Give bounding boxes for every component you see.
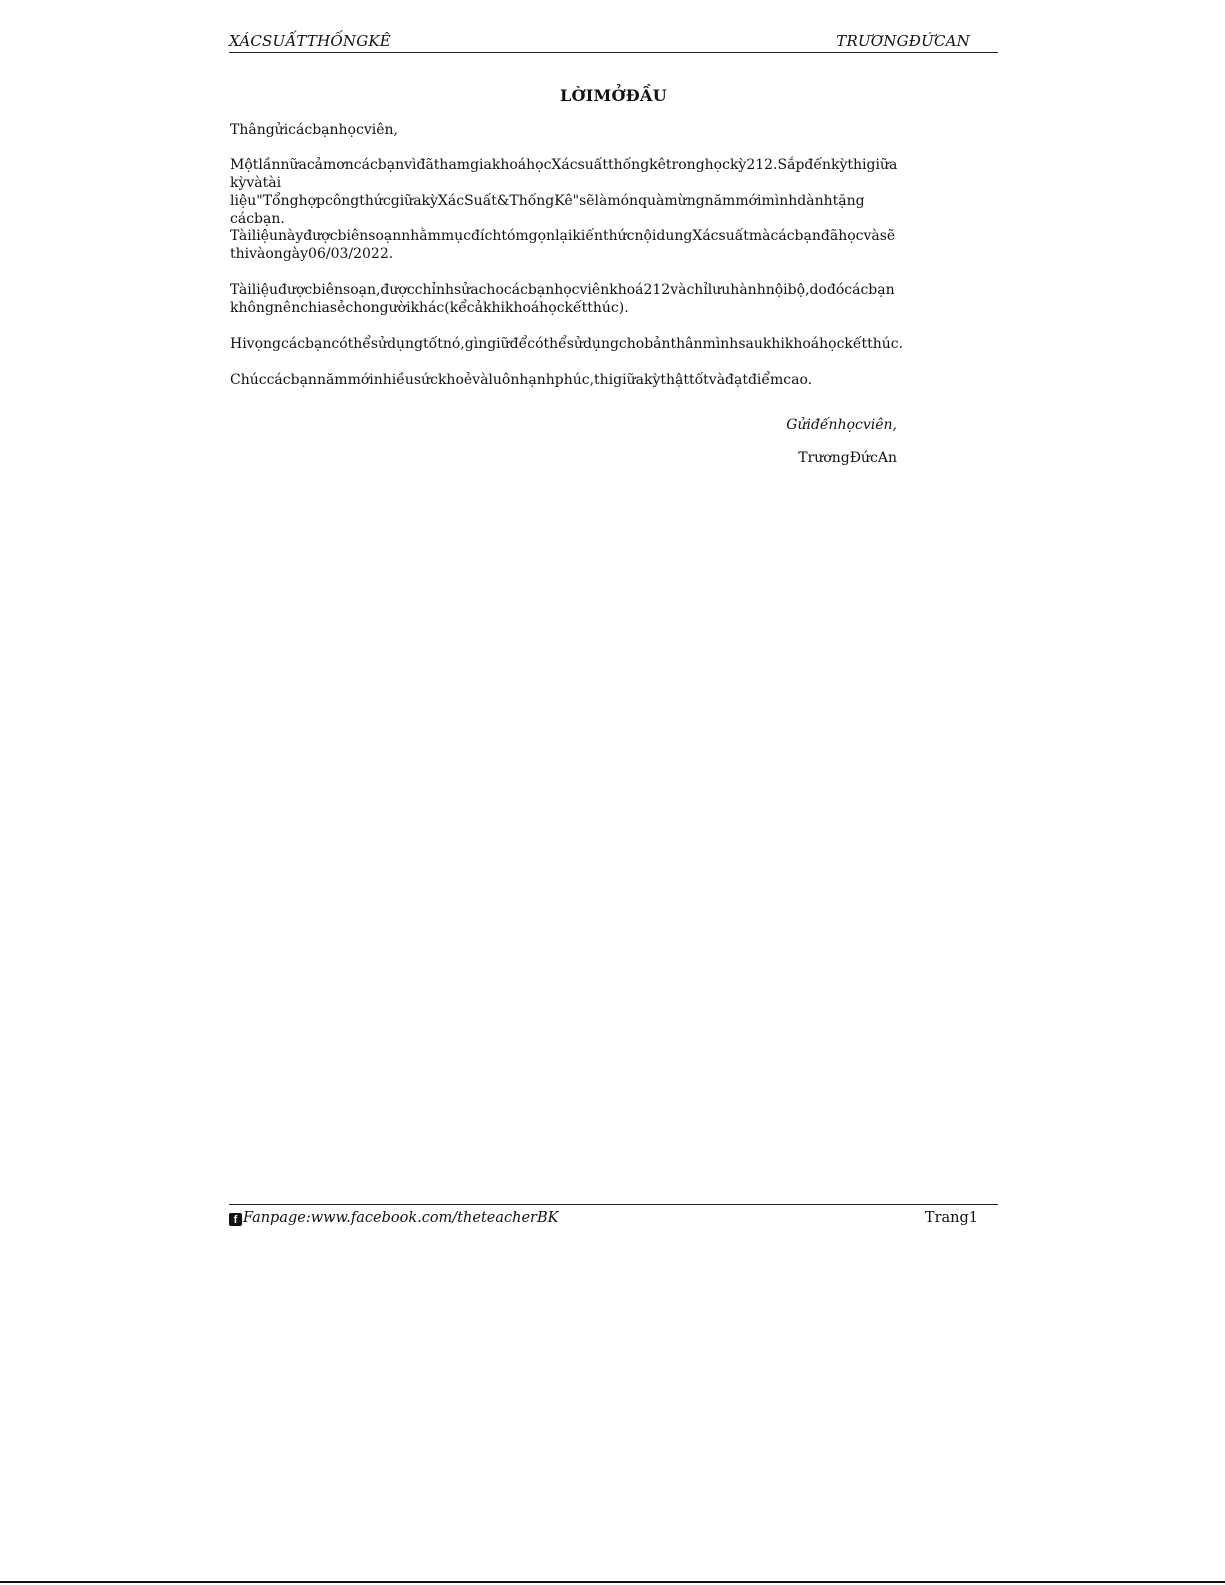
signature-greeting: Gửiđếnhọcviên, bbox=[786, 417, 897, 433]
facebook-icon: f bbox=[229, 1213, 242, 1226]
paragraph-wishes: Chúccácbạnnămmớinhiềusứckhoẻvàluônhạnhphúc,thigiữakỳthậttốtvàđạtđiểmcao. bbox=[230, 372, 813, 388]
salutation: Thângửicácbạnhọcviên, bbox=[230, 122, 398, 138]
footer-fanpage bbox=[229, 1210, 558, 1226]
paragraph-hope: Hivọngcácbạncóthểsửdụngtốtnó,gìngiữđểcóthểsửdụngchobảnthânmìnhsaukhikhoáhọckếtthúc. bbox=[230, 336, 904, 352]
page-footer bbox=[229, 1204, 998, 1229]
paragraph-intro: MộtlầnnữacảmơncácbạnvìđãthamgiakhoáhọcXácsuấtthốngkêtronghọckỳ212.Sắpđếnkỳthigiữa kỳvàtài liệu"TổnghợpcôngthứcgiữakỳXácSuất&ThốngKê"sẽlàmónquàmừngnămmớimìnhdànhtặng cácbạn. bbox=[230, 157, 898, 227]
header-title: XÁCSUẤTTHỐNGKÊ bbox=[229, 32, 391, 50]
document-title: LỜIMỞĐẦU bbox=[559, 86, 668, 105]
page-number: Trang1 bbox=[924, 1210, 978, 1226]
bottom-divider bbox=[0, 1581, 1225, 1583]
header-author: TRƯƠNGĐỨCAN bbox=[836, 32, 970, 50]
fanpage-link[interactable]: Fanpage:www.facebook.com/theteacherBK bbox=[243, 1210, 559, 1226]
paragraph-distribution: Tàiliệuđượcbiênsoạn,đượcchỉnhsửachocácbạnhọcviênkhoá212vàchỉlưuhànhnộibộ,dođócácbạn khôngnênchiasẻchongườikhác(kểcảkhikhoáhọckếtthúc). bbox=[230, 282, 895, 316]
paragraph-purpose: TàiliệunàyđượcbiênsoạnnhằmmụcđíchtómgọnlạikiếnthứcnộidungXácsuấtmàcácbạnđãhọcvàsẽ thivàongày06/03/2022. bbox=[230, 228, 896, 262]
signature-name: TrươngĐứcAn bbox=[798, 450, 897, 466]
page-header bbox=[229, 30, 998, 53]
